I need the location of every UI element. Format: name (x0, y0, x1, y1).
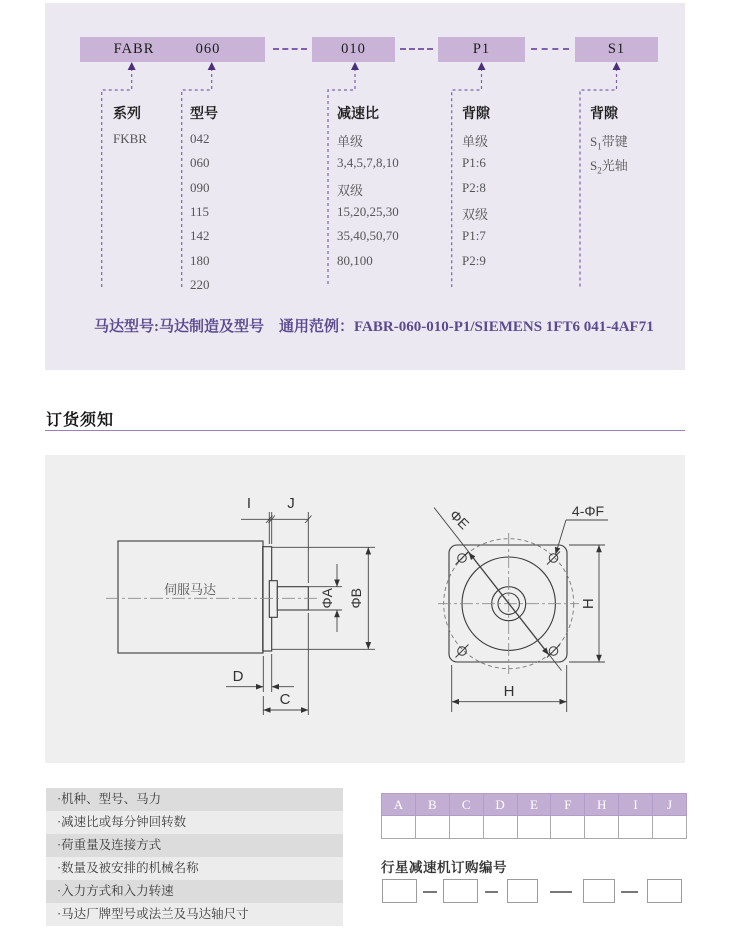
up-arrow-icon (613, 62, 621, 70)
model-item: 142 (190, 228, 210, 244)
shaft-item-prefix: S (590, 134, 598, 149)
column-header-series: 系列 (113, 107, 141, 122)
dim-cell (415, 816, 449, 839)
order-code-box (583, 879, 615, 903)
order-code-box (647, 879, 682, 903)
dim-cell (619, 816, 653, 839)
column-header-backlash: 背隙 (462, 107, 490, 122)
backlash-item: 单级 (462, 134, 489, 149)
dim-cell (449, 816, 483, 839)
model-item: 180 (190, 252, 210, 268)
heading-underline (45, 430, 685, 431)
dim-col-header: E (517, 794, 551, 816)
column-header-shaft: 背隙 (590, 107, 618, 122)
order-code-title: 行星减速机订购编号 (381, 860, 507, 875)
up-arrow-icon (128, 62, 136, 70)
dim-label-c: C (279, 691, 291, 708)
series-item: FKBR (113, 131, 147, 146)
up-arrow-icon (351, 62, 359, 70)
dim-col-header: C (449, 794, 483, 816)
shaft-item-label: 带键 (601, 134, 628, 149)
order-notice-item: ·数量及被安排的机械名称 (46, 857, 343, 880)
ratio-item: 35,40,50,70 (337, 228, 399, 244)
model-item: 060 (190, 155, 210, 171)
backlash-item: P2:8 (462, 179, 486, 195)
backlash-item: 双级 (462, 206, 489, 222)
dim-label-phi-f: 4-ΦF (571, 503, 605, 519)
order-notice-item: ·马达厂牌型号或法兰及马达轴尺寸 (46, 903, 343, 926)
ratio-item: 双级 (337, 182, 364, 198)
dimension-drawing (45, 455, 685, 763)
column-header-model: 型号 (190, 107, 218, 122)
backlash-item: P2:9 (462, 252, 486, 268)
dim-label-phi-e: ΦE (446, 506, 473, 533)
order-code-dash (423, 891, 437, 893)
dim-cell (517, 816, 551, 839)
model-code-size: 060 (195, 41, 221, 57)
dim-col-header: J (653, 794, 687, 816)
shaft-hub (269, 581, 277, 618)
dim-label-h-bottom: H (503, 683, 515, 700)
up-arrow-icon (478, 62, 486, 70)
shaft-item-subscript: 2 (597, 165, 602, 176)
model-code-box-shaft: S1 (575, 37, 658, 62)
shaft-item-prefix: S (590, 158, 598, 174)
ratio-item: 15,20,25,30 (337, 203, 399, 219)
dim-cell (585, 816, 619, 839)
dim-col-header: D (483, 794, 517, 816)
dim-label-phi-b: ΦB (348, 588, 364, 609)
model-code-box-ratio: 010 (312, 37, 395, 62)
mounting-holes (456, 552, 561, 658)
dim-label-i: I (246, 495, 252, 512)
shaft-item (590, 155, 628, 176)
shaft-item-label: 光轴 (601, 158, 628, 174)
model-item: 090 (190, 179, 210, 195)
order-code-box (507, 879, 538, 903)
order-code-dash (621, 891, 638, 893)
order-notice-item: ·荷重量及连接方式 (46, 834, 343, 857)
order-code-box (443, 879, 478, 903)
model-item: 115 (190, 203, 210, 219)
ratio-item: 3,4,5,7,8,10 (337, 155, 399, 171)
shaft-item (590, 131, 628, 152)
dim-label-phi-a: ΦA (319, 588, 335, 609)
ratio-item: 单级 (337, 134, 364, 149)
general-example: 通用范例：FABR-060-010-P1/SIEMENS 1FT6 041-4AF71 (279, 319, 654, 335)
model-breakdown-panel (45, 3, 685, 370)
model-code-series: FABR (113, 41, 155, 57)
dim-col-header: B (415, 794, 449, 816)
dim-label-h-right: H (580, 598, 597, 610)
servo-motor-label: 伺服马达 (163, 582, 217, 597)
column-header-ratio: 减速比 (337, 107, 379, 122)
motor-body (118, 541, 263, 653)
motor-model-note: 马达型号:马达制造及型号 (94, 319, 264, 335)
dim-col-header: H (585, 794, 619, 816)
order-notice-item: ·减速比或每分钟回转数 (46, 811, 343, 834)
dim-col-header: F (551, 794, 585, 816)
model-item: 042 (190, 131, 210, 146)
model-item: 220 (190, 276, 210, 292)
order-notice-item: ·入力方式和入力转速 (46, 880, 343, 903)
dim-cell (382, 816, 416, 839)
dim-col-header: A (382, 794, 416, 816)
dim-label-d: D (232, 668, 244, 685)
dimension-table-header-row (382, 794, 687, 816)
order-notice-item: ·机种、型号、马力 (46, 788, 343, 811)
technical-drawing-panel (45, 455, 685, 763)
shaft-item-subscript: 1 (597, 141, 602, 152)
ratio-item: 80,100 (337, 252, 373, 268)
order-code-dash (485, 891, 498, 893)
dim-label-j: J (287, 495, 295, 512)
order-notice-list (46, 788, 343, 926)
section-heading: 订货须知 (46, 412, 115, 429)
dim-col-header: I (619, 794, 653, 816)
order-code-box (382, 879, 417, 903)
model-code-box-backlash: P1 (438, 37, 525, 62)
dim-cell (653, 816, 687, 839)
dim-cell (483, 816, 517, 839)
backlash-item: P1:7 (462, 228, 486, 244)
up-arrow-icon (208, 62, 216, 70)
dim-cell (551, 816, 585, 839)
order-code-dash (550, 891, 572, 893)
dimension-table-value-row (382, 816, 687, 839)
backlash-item: P1:6 (462, 155, 486, 171)
dimension-table (381, 793, 687, 839)
